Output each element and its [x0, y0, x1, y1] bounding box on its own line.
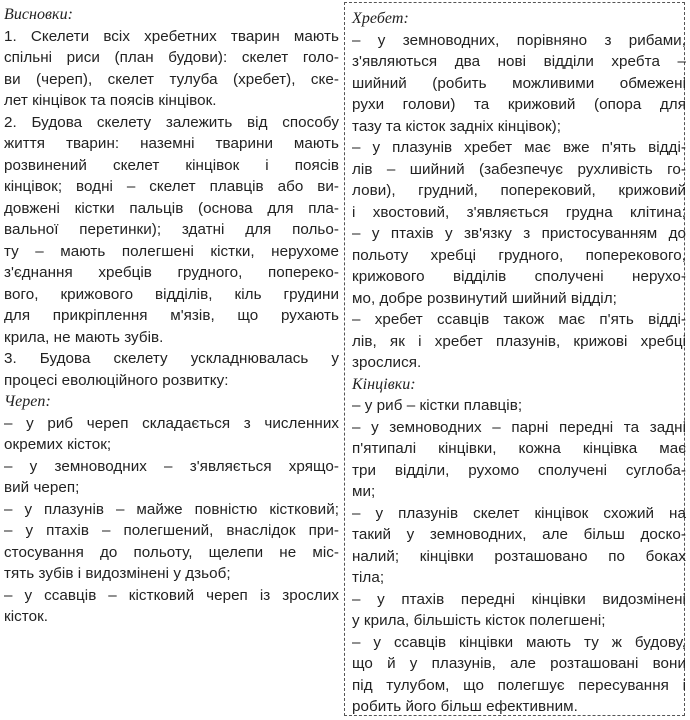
- right-text-line: п'ятипалі кінцівки, кожна кінцівка має: [352, 440, 686, 457]
- left-text-line: – у птахів – полегшений, внаслідок при-: [4, 522, 339, 539]
- right-text-line: мо, добре розвинутий шийний відділ;: [352, 289, 617, 307]
- left-text-line: вальної перетинки); здатні для польо-: [4, 221, 339, 238]
- right-text-line: що й у плазунів, але розташовані вони: [352, 655, 686, 672]
- right-text-line: робить його більш ефективним.: [352, 698, 578, 715]
- right-text-line: такий у земноводних, але більш доско-: [352, 526, 686, 543]
- right-text-line: у крила, більшість кісток полегшені;: [352, 612, 606, 629]
- right-text-line: – хребет ссавців також має п'ять відді-: [352, 311, 686, 328]
- right-text-line: ми;: [352, 483, 376, 500]
- spine-limbs-column: [352, 8, 686, 718]
- left-text-line: 2. Будова скелету залежить від способу: [4, 113, 339, 131]
- left-text-line: кісток.: [4, 608, 49, 625]
- left-text-line: – у плазунів – майже повністю кістковий;: [4, 500, 339, 518]
- left-text-line: – у риб череп складається з численних: [4, 414, 339, 432]
- left-text-line: процесі еволюційного розвитку:: [4, 371, 229, 389]
- left-text-line: тять зубів і видозмінені у дзьоб;: [4, 565, 231, 582]
- left-heading: Висновки:: [4, 6, 74, 23]
- left-text-line: для прикріплення м'язів, що рухають: [4, 307, 339, 324]
- left-text-line: з'єднання хребців грудного, попереко-: [4, 264, 339, 281]
- left-text-line: лет кінцівок та поясів кінцівок.: [4, 92, 217, 109]
- left-text-line: – у ссавців – кістковий череп із зрослих: [4, 586, 339, 604]
- left-text-line: кінцівок; водні – скелет плавців або ви-: [4, 178, 339, 195]
- left-text-line: стосування до польоту, щелепи не міс-: [4, 543, 339, 561]
- right-text-line: зрослися.: [352, 354, 422, 371]
- left-heading: Череп:: [4, 393, 51, 410]
- right-text-line: – у земноводних – парні передні та задні: [352, 418, 686, 436]
- right-text-line: польоту хребці грудного, поперекового,: [352, 246, 686, 264]
- right-text-line: лови), грудний, поперековий, крижовий: [352, 182, 686, 199]
- left-text-line: 1. Скелети всіх хребетних тварин мають: [4, 27, 339, 45]
- right-text-line: – у птахів передні кінцівки видозмінені: [352, 590, 686, 608]
- right-text-line: з'являються два нові відділи хребта –: [352, 53, 686, 70]
- left-text-line: ту – мають полегшені кістки, нерухоме: [4, 242, 339, 260]
- left-text-line: довжені кістки пальців (основа для пла-: [4, 199, 339, 217]
- right-heading: Хребет:: [352, 10, 409, 27]
- right-text-line: три відділи, рухомо сполучені суглоба-: [352, 461, 686, 479]
- right-heading: Кінцівки:: [352, 375, 416, 393]
- left-text-line: розвинений скелет кінцівок і поясів: [4, 156, 339, 174]
- left-text-line: – у земноводних – з'являється хрящо-: [4, 457, 339, 475]
- right-text-line: і хвостовий, з'являється грудна клітина;: [352, 203, 686, 221]
- right-text-line: рухи голови) та крижовий (опора для: [352, 96, 686, 113]
- right-text-line: – у земноводних, порівняно з рибами,: [352, 31, 686, 49]
- right-text-line: – у ссавців кінцівки мають ту ж будову,: [352, 633, 686, 651]
- left-text-line: крила, не мають зубів.: [4, 328, 164, 346]
- left-text-line: окремих кісток;: [4, 436, 112, 453]
- right-text-line: – у плазунів хребет має вже п'ять відді-: [352, 139, 686, 156]
- right-text-line: – у риб – кістки плавців;: [352, 397, 523, 414]
- right-text-line: шийний (робить можливими обмежені: [352, 74, 686, 92]
- right-text-line: – у птахів у зв'язку з пристосуванням до: [352, 225, 686, 242]
- right-text-line: лів – шийний (забезпечує рухливість го-: [352, 160, 686, 178]
- left-text-line: життя тварин: наземні тварини мають: [4, 135, 339, 152]
- right-text-line: тазу та кісток задніх кінцівок);: [352, 117, 562, 135]
- right-text-line: – у плазунів скелет кінцівок схожий на: [352, 504, 686, 522]
- right-text-line: під тулубом, що полегшує пересування і: [352, 676, 686, 694]
- left-text-line: спільні риси (план будови): скелет голо-: [4, 49, 339, 66]
- left-text-line: вого, крижового відділів, кіль грудини: [4, 285, 339, 303]
- right-text-line: крижового відділів сполучені нерухо-: [352, 268, 686, 285]
- right-text-line: налий; кінцівки розташовано по боках: [352, 547, 686, 565]
- left-text-line: ви (череп), скелет тулуба (хребет), ске-: [4, 70, 339, 88]
- left-text-line: вий череп;: [4, 479, 80, 496]
- right-text-line: лів, як і хребет плазунів, крижові хребці: [352, 332, 686, 350]
- right-text-line: тіла;: [352, 569, 385, 586]
- left-text-line: 3. Будова скелету ускладнювалась у: [4, 350, 339, 367]
- conclusions-column: [4, 4, 339, 628]
